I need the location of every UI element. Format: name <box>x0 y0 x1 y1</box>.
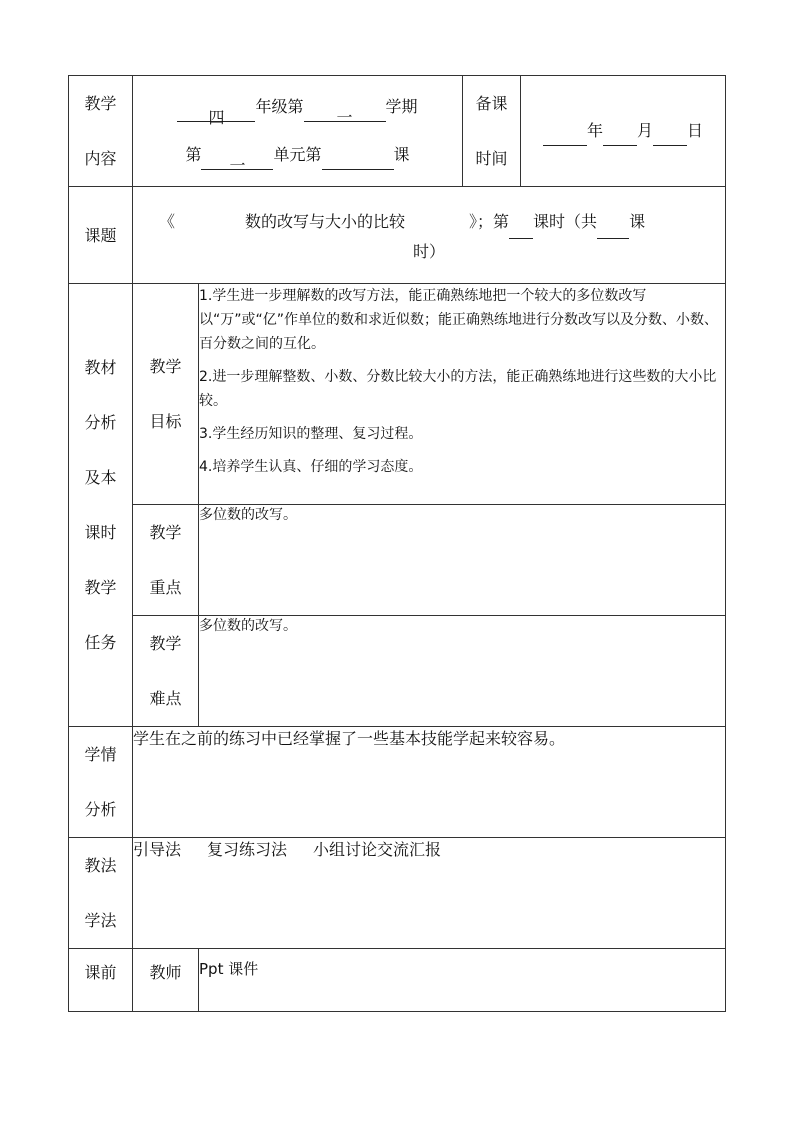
objective-item: 3.学生经历知识的整理、复习过程。 <box>199 426 423 442</box>
objectives-row <box>69 284 726 505</box>
key-points-label: 教学 重点 <box>133 505 199 616</box>
difficulties-text: 多位数的改写。 <box>199 616 726 727</box>
teacher-label: 教师 <box>133 949 199 1012</box>
objectives-list <box>199 284 726 505</box>
grade-value: 四 <box>177 103 255 122</box>
prep-date-cell <box>521 76 726 187</box>
objective-item: 4.培养学生认真、仔细的学习态度。 <box>199 459 423 475</box>
topic-title: 数的改写与大小的比较 <box>245 212 406 231</box>
method-item: 引导法 <box>133 840 182 859</box>
methods-row <box>69 838 726 949</box>
learners-label: 学情 分析 <box>69 727 133 838</box>
header-row <box>69 76 726 187</box>
method-item: 复习练习法 <box>207 840 288 859</box>
grade-term-unit-cell <box>133 76 463 187</box>
prep-time-label: 备课 时间 <box>463 76 521 187</box>
methods-list <box>133 838 726 949</box>
method-item: 小组讨论交流汇报 <box>313 840 442 859</box>
prep-text: Ppt 课件 <box>199 949 726 1012</box>
key-points-row <box>69 505 726 616</box>
difficulties-row <box>69 616 726 727</box>
learners-row <box>69 727 726 838</box>
topic-row <box>69 187 726 284</box>
key-points-text: 多位数的改写。 <box>199 505 726 616</box>
prep-label: 课前 <box>69 949 133 1012</box>
content-label: 教学 内容 <box>69 76 133 187</box>
topic-label: 课题 <box>69 187 133 284</box>
objective-item: 2.进一步理解整数、小数、分数比较大小的方法，能正确熟练地进行这些数的大小比较。 <box>199 369 717 409</box>
unit-value: 一 <box>201 151 273 170</box>
objective-item: 1.学生进一步理解数的改写方法，能正确熟练地把一个较大的多位数改写以“万”或“亿”作单位的数和求近似数；能正确熟练地进行分数改写以及分数、小数、百分数之间的互化。 <box>199 288 719 352</box>
topic-cell: 《 数的改写与大小的比较 》；第 课时（共 课 时） <box>133 187 726 284</box>
methods-label: 教法 学法 <box>69 838 133 949</box>
analysis-label: 教材 分析 及本 课时 教学 任务 <box>69 284 133 727</box>
grade-term-line: 四年级第一学期 <box>133 92 462 122</box>
lesson-plan-table <box>68 75 726 1012</box>
difficulties-label: 教学 难点 <box>133 616 199 727</box>
term-value: 一 <box>304 103 386 122</box>
lesson-value <box>322 151 394 170</box>
objectives-label: 教学 目标 <box>133 284 199 505</box>
prep-row <box>69 949 726 1012</box>
unit-lesson-line: 第一单元第 课 <box>185 145 410 175</box>
learners-text: 学生在之前的练习中已经掌握了一些基本技能学起来较容易。 <box>133 727 726 838</box>
prep-date: 年 月 日 <box>521 116 725 146</box>
